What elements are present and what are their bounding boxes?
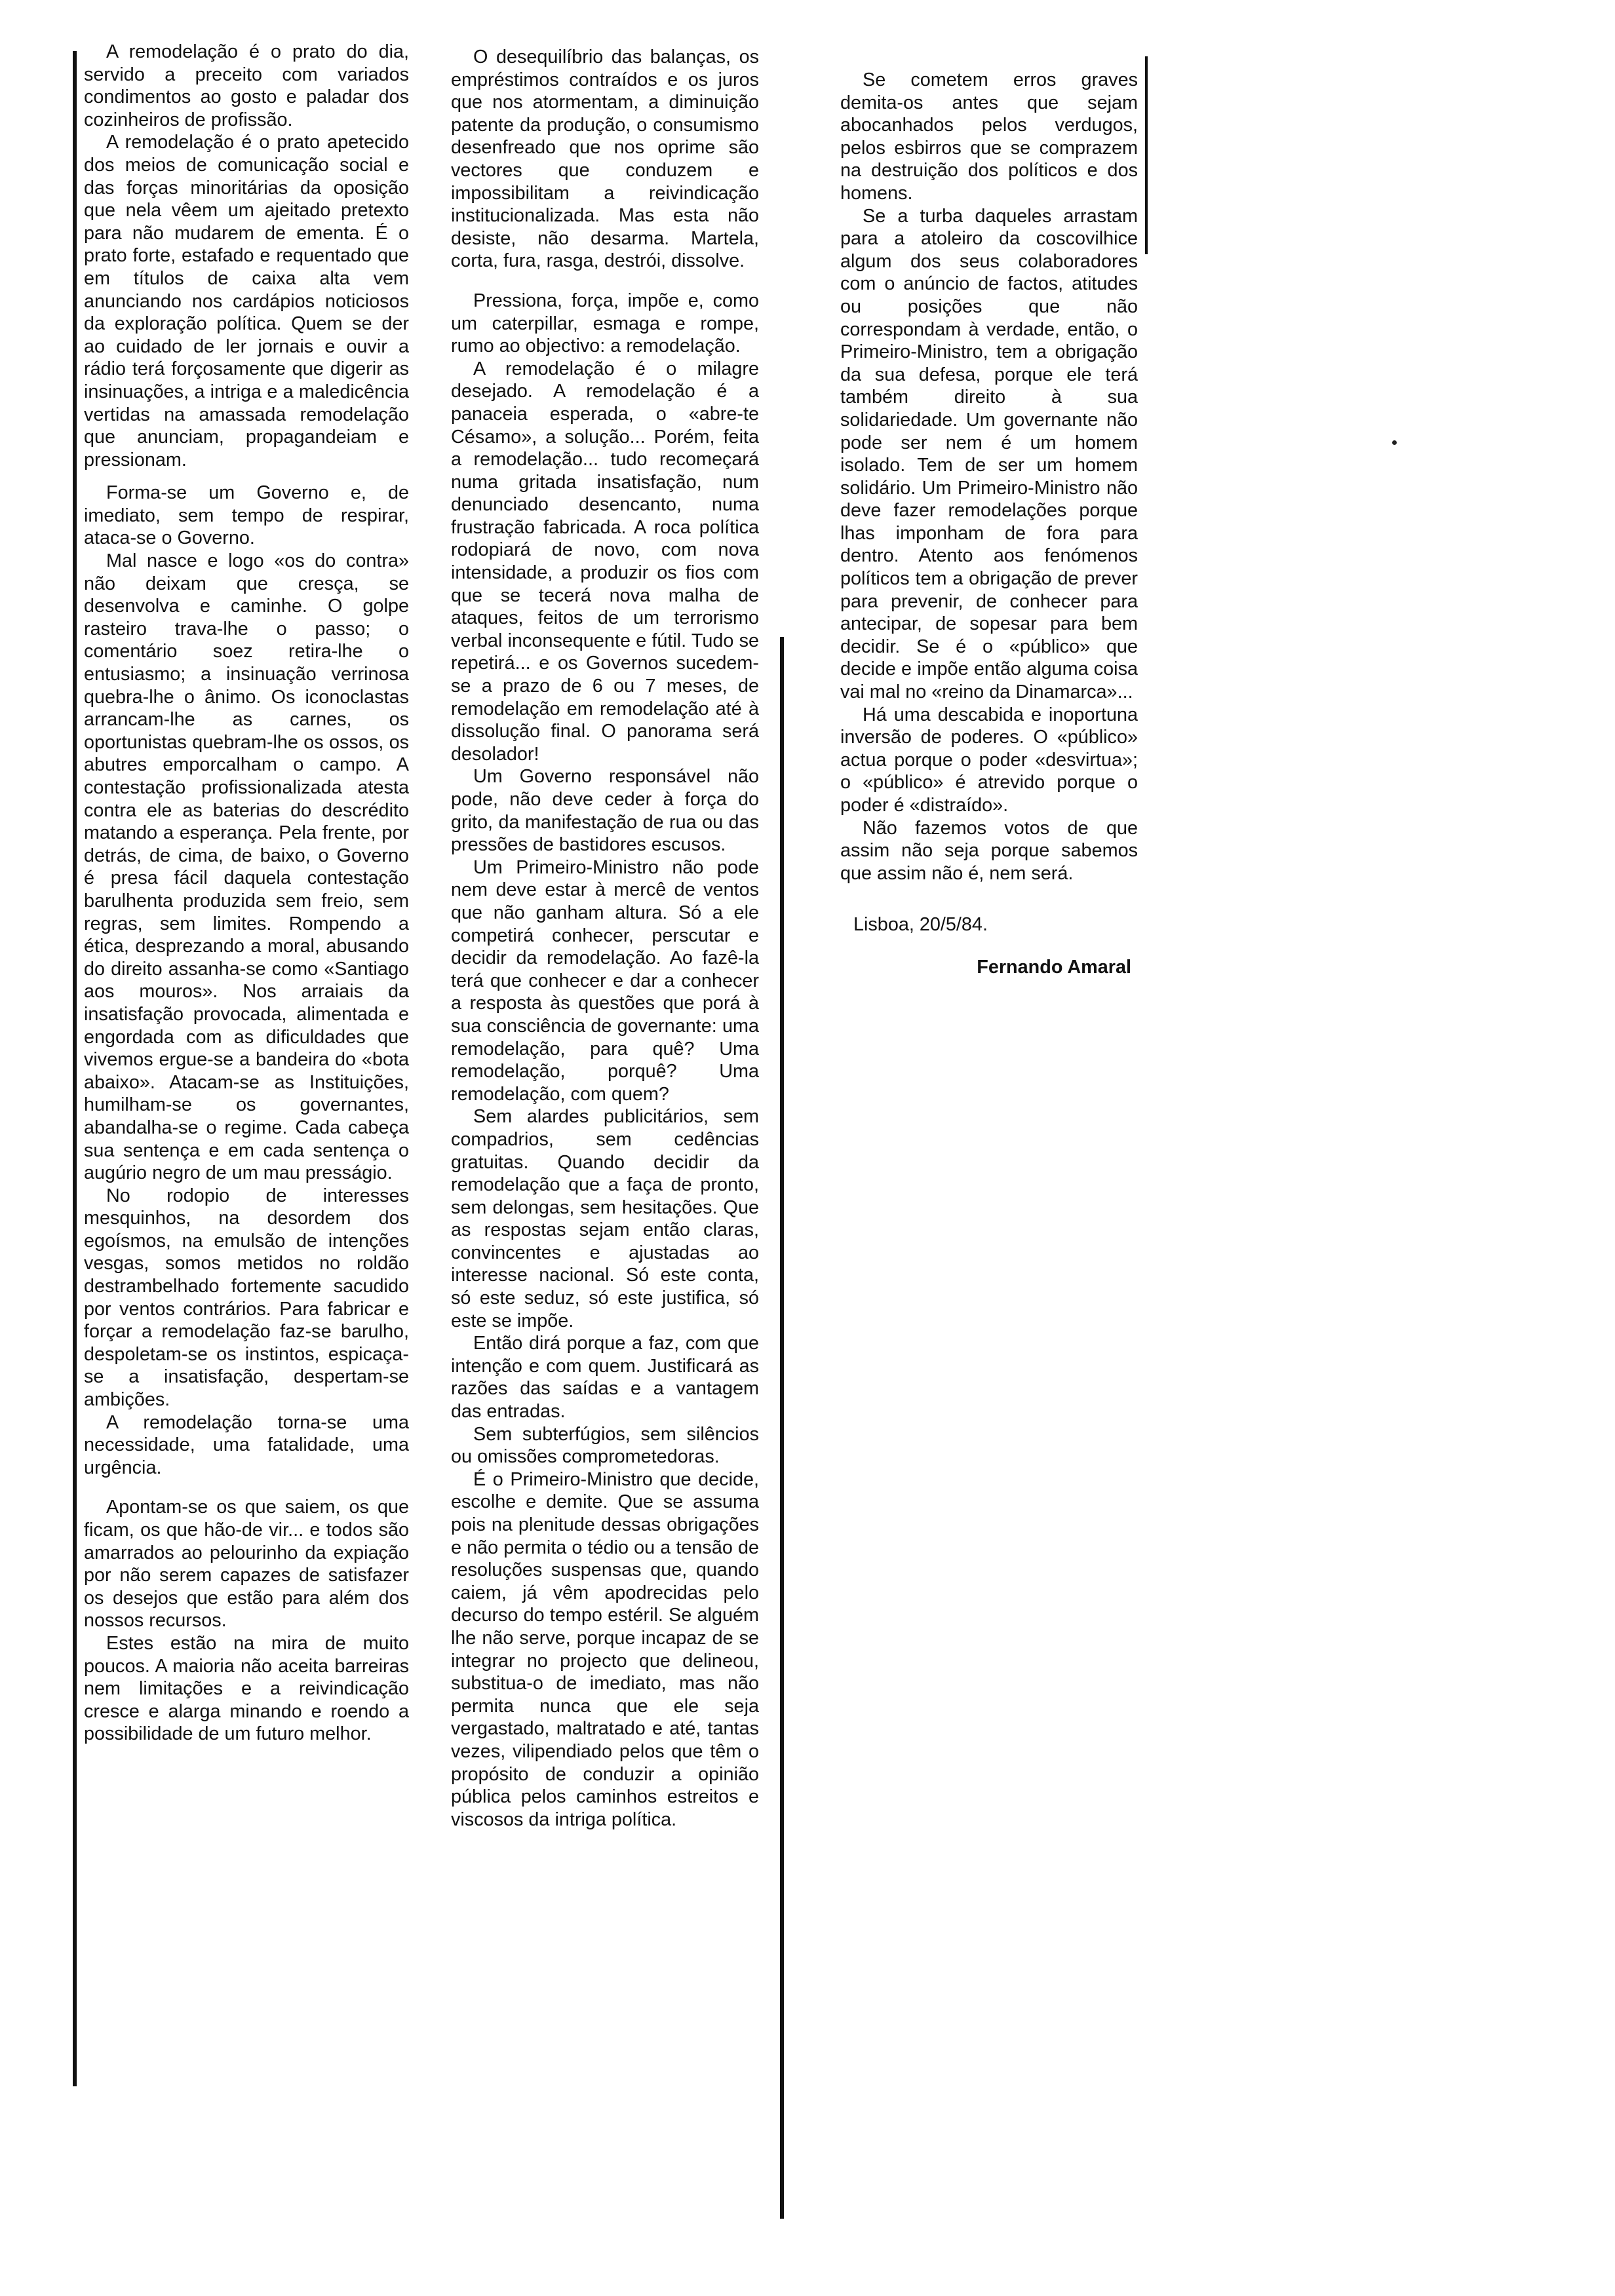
paragraph: Sem alardes publicitários, sem compadrios, sem cedências gratuitas. Quando decidir da remodelação que a faça de pronto, sem delongas, sem hesitações. Que as respostas sejam então claras, convincentes e ajustadas ao interesse nacional. Só este conta, só este seduz, só este justifica, só este se impõe. <box>451 1106 759 1331</box>
paragraph: Um Governo responsável não pode, não deve ceder à força do grito, da manifestação de rua ou das pressões de bastidores escusos. <box>451 766 759 856</box>
paragraph: A remodelação torna-se uma necessidade, uma fatalidade, uma urgência. <box>84 1411 409 1478</box>
paragraph: É o Primeiro-Ministro que decide, escolhe e demite. Que se assuma pois na plenitude dessas obrigações e não permita o tédio ou a tensão de resoluções suspensas que, quando caiem, já vêm apodrecidas pelo decurso do tempo estéril. Se alguém lhe não serve, porque incapaz de se integrar no projecto que delineou, substitua-o de imediato, mas não permita nunca que ele seja vergastado, maltratado e até, tantas vezes, vilipendiado pelos que têm o propósito de conduzir a opinião pública pelos caminhos estreitos e viscosos da intriga política. <box>451 1468 759 1830</box>
dateline: Lisboa, 20/5/84. <box>853 914 988 936</box>
paragraph: A remodelação é o prato apetecido dos meios de comunicação social e das forças minoritárias da oposição que nela vêem um ajeitado pretexto para não mudarem de ementa. É o prato forte, estafado e requentado que em títulos de caixa alta vem anunciando nos cardápios noticiosos da exploração política. Quem se der ao cuidado de ler jornais e ouvir a rádio terá forçosamente que digerir as insinuações, a intriga e a maledicência vertidas na amassada remodelação que anunciam, propagandeiam e pressionam. <box>84 132 409 470</box>
column-rule-left <box>73 51 77 2086</box>
paragraph: A remodelação é o milagre desejado. A remodelação é a panaceia esperada, o «abre-te Césamo», a solução... Porém, feita a remodelação... tudo recomeçará numa gritada insatisfação, num denunciado desencanto, numa frustração fabricada. A roca política rodopiará de novo, com nova intensidade, a produzir os fios com que se tecerá nova malha de ataques, feitos de um terrorismo verbal inconsequente e fútil. Tudo se repetirá... e os Governos sucedem-se a prazo de 6 ou 7 meses, de remodelação em remodelação até à dissolução final. O panorama será desolador! <box>451 358 759 765</box>
article-column-1 <box>84 41 409 1746</box>
paragraph: Se cometem erros graves demita-os antes que sejam abocanhados pelos verdugos, pelos esbirros que se comprazem na destruição dos políticos e dos homens. <box>840 69 1138 204</box>
column-rule-right <box>1145 56 1148 254</box>
scan-speck <box>1392 440 1397 445</box>
author-signature: Fernando Amaral <box>977 956 1131 978</box>
article-column-2 <box>451 46 759 1831</box>
paragraph: Mal nasce e logo «os do contra» não deixam que cresça, se desenvolva e caminhe. O golpe rasteiro trava-lhe o passo; o comentário soez retira-lhe o entusiasmo; a insinuação verrinosa quebra-lhe o ânimo. Os iconoclastas arrancam-lhe as carnes, os oportunistas quebram-lhe os ossos, os abutres emporcalham o campo. A contestação profissionalizada atesta contra ele as baterias do descrédito matando a esperança. Pela frente, por detrás, de cima, de baixo, o Governo é presa fácil daquela contestação barulhenta produzida sem freio, sem regras, sem limites. Rompendo a ética, desprezando a moral, abusando do direito assanha-se como «Santiago aos mouros». Nos arraiais da insatisfação provocada, alimentada e engordada com as dificuldades que vivemos ergue-se a bandeira do «bota abaixo». Atacam-se as Instituições, humilham-se os governantes, abandalha-se o regime. Cada cabeça sua sentença e em cada sentença o augúrio negro de um mau presságio. <box>84 550 409 1184</box>
paragraph: Sem subterfúgios, sem silêncios ou omissões comprometedoras. <box>451 1423 759 1468</box>
paragraph: Forma-se um Governo e, de imediato, sem tempo de respirar, ataca-se o Governo. <box>84 482 409 549</box>
paragraph: Se a turba daqueles arrastam para a atoleiro da coscovilhice algum dos seus colaboradores com o anúncio de factos, atitudes ou posições que não correspondam à verdade, então, o Primeiro-Ministro, tem a obrigação da sua defesa, porque ele terá também direito à sua solidariedade. Um governante não pode ser nem é um homem isolado. Tem de ser um homem solidário. Um Primeiro-Ministro não deve fazer remodelações porque lhas imponham de fora para dentro. Atento aos fenómenos políticos tem a obrigação de prever para prevenir, de conhecer para antecipar, de sopesar para bem decidir. Se é o «público» que decide e impõe então alguma coisa vai mal no «reino da Dinamarca»... <box>840 205 1138 703</box>
paragraph: A remodelação é o prato do dia, servido a preceito com variados condimentos ao gosto e paladar dos cozinheiros de profissão. <box>84 41 409 130</box>
paragraph: Apontam-se os que saiem, os que ficam, os que hão-de vir... e todos são amarrados ao pelourinho da expiação por não serem capazes de satisfazer os desejos que estão para além dos nossos recursos. <box>84 1497 409 1632</box>
article-column-3 <box>840 69 1138 979</box>
paragraph: Pressiona, força, impõe e, como um caterpillar, esmaga e rompe, rumo ao objectivo: a remodelação. <box>451 290 759 357</box>
paragraph: O desequilíbrio das balanças, os empréstimos contraídos e os juros que nos atormentam, a diminuição patente da produção, o consumismo desenfreado que nos oprime são vectores que conduzem e impossibilitam a reivindicação institucionalizada. Mas esta não desiste, não desarma. Martela, corta, fura, rasga, destrói, dissolve. <box>451 47 759 272</box>
column-rule-middle <box>780 637 784 2219</box>
paragraph: No rodopio de interesses mesquinhos, na desordem dos egoísmos, na emulsão de intenções vesgas, somos metidos no roldão destrambelhado fortemente sacudido por ventos contrários. Para fabricar e forçar a remodelação faz-se barulho, despoletam-se os instintos, espicaça-se a insatisfação, despertam-se ambições. <box>84 1185 409 1411</box>
paragraph: Um Primeiro-Ministro não pode nem deve estar à mercê de ventos que não ganham altura. Só a ele competirá conhecer, perscutar e decidir da remodelação. Ao fazê-la terá que conhecer e dar a conhecer a resposta às questões que porá à sua consciência de governante: uma remodelação, para quê? Uma remodelação, porquê? Uma remodelação, com quem? <box>451 856 759 1105</box>
paragraph: Há uma descabida e inoportuna inversão de poderes. O «público» actua porque o poder «desvirtua»; o «público» é atrevido porque o poder é «distraído». <box>840 704 1138 816</box>
paragraph: Então dirá porque a faz, com que intenção e com quem. Justificará as razões das saídas e a vantagem das entradas. <box>451 1333 759 1423</box>
paragraph: Não fazemos votos de que assim não seja porque sabemos que assim não é, nem será. <box>840 817 1138 884</box>
paragraph: Estes estão na mira de muito poucos. A maioria não aceita barreiras nem limitações e a reivindicação cresce e alarga minando e roendo a possibilidade de um futuro melhor. <box>84 1632 409 1745</box>
